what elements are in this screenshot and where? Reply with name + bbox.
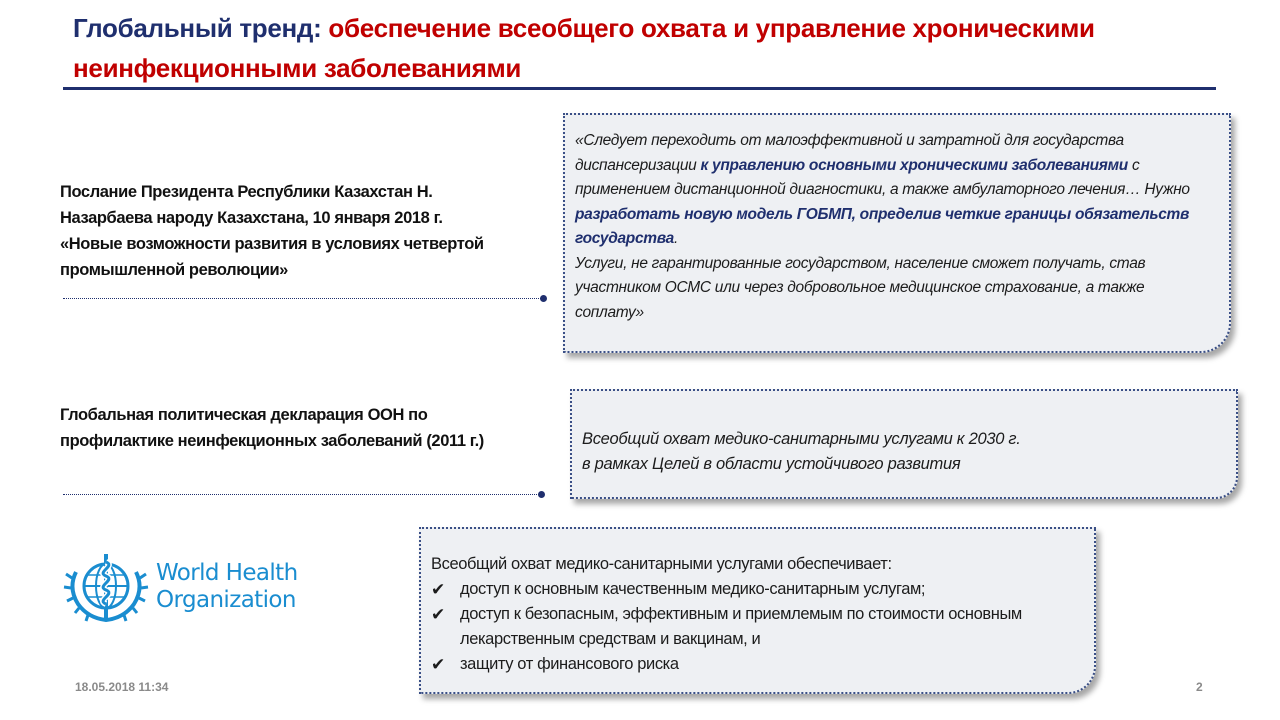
coverage-item bbox=[431, 652, 1081, 677]
coverage-heading: Всеобщий охват медико-санитарными услугами обеспечивает: bbox=[431, 555, 892, 573]
who-wordmark-line: World Health bbox=[156, 560, 298, 586]
uhc-goal-line: в рамках Целей в области устойчивого развития bbox=[582, 455, 961, 473]
who-wordmark-line: Organization bbox=[156, 587, 296, 613]
quote-highlight: разработать новую модель ГОБМП, определив четкие границы обязательств государства bbox=[575, 205, 1190, 247]
who-emblem-icon bbox=[62, 548, 150, 628]
source-line: Назарбаева народу Казахстана, 10 января 2018 г. bbox=[60, 209, 443, 227]
coverage-item bbox=[431, 577, 1081, 602]
quote-part: с применением дистанционной диагностики, а также амбулаторного лечения… Нужно bbox=[575, 156, 1190, 198]
coverage-list bbox=[431, 552, 1081, 677]
page-number: 2 bbox=[1196, 680, 1203, 694]
uhc-goal-text bbox=[582, 427, 1222, 477]
quote-part: «Следует переходить от малоэффективной и затратной для государства диспансеризации bbox=[575, 132, 1124, 174]
source-president-address bbox=[60, 179, 540, 283]
coverage-item-text: защиту от финансового риска bbox=[460, 655, 679, 673]
source-line: промышленной революции» bbox=[60, 261, 288, 279]
who-logo bbox=[62, 548, 322, 628]
checkmark-icon: ✔ bbox=[431, 655, 445, 674]
coverage-card bbox=[419, 527, 1096, 694]
uhc-goal-line: Всеобщий охват медико-санитарными услугами к 2030 г. bbox=[582, 430, 1021, 448]
title-underline bbox=[63, 87, 1216, 90]
checkmark-icon: ✔ bbox=[431, 605, 445, 624]
checkmark-icon: ✔ bbox=[431, 580, 445, 599]
quote-part: . bbox=[673, 230, 678, 247]
source-line: профилактике неинфекционных заболеваний (2011 г.) bbox=[60, 432, 484, 450]
slide-title bbox=[73, 8, 1213, 88]
connector-line-1 bbox=[63, 298, 541, 299]
title-main: обеспечение всеобщего охвата и управление хроническими неинфекционными заболеваниями bbox=[73, 13, 1095, 83]
quote-card bbox=[563, 113, 1231, 353]
source-line: «Новые возможности развития в условиях четвертой bbox=[60, 235, 484, 253]
connector-line-2 bbox=[63, 494, 541, 495]
source-un-declaration bbox=[60, 402, 550, 454]
connector-dot-2 bbox=[538, 491, 545, 498]
coverage-item-text: доступ к безопасным, эффективным и приемлемым по стоимости основным лекарственным средствам и вакцинам, и bbox=[460, 605, 1022, 648]
quote-part: Услуги, не гарантированные государством, население сможет получать, став участником ОСМС или через добровольное медицинское страхование, а также соплату» bbox=[575, 254, 1146, 321]
connector-dot-1 bbox=[540, 295, 547, 302]
coverage-item-text: доступ к основным качественным медико-санитарным услугам; bbox=[460, 580, 926, 598]
source-line: Глобальная политическая декларация ООН по bbox=[60, 406, 428, 424]
coverage-item bbox=[431, 602, 1081, 652]
title-lead: Глобальный тренд: bbox=[73, 13, 329, 43]
uhc-goal-card bbox=[570, 389, 1238, 499]
source-line: Послание Президента Республики Казахстан Н. bbox=[60, 183, 433, 201]
quote-highlight: к управлению основными хроническими заболеваниями bbox=[700, 156, 1128, 174]
quote-text bbox=[575, 129, 1215, 325]
who-wordmark bbox=[156, 560, 298, 614]
footer-date: 18.05.2018 11:34 bbox=[75, 680, 169, 694]
